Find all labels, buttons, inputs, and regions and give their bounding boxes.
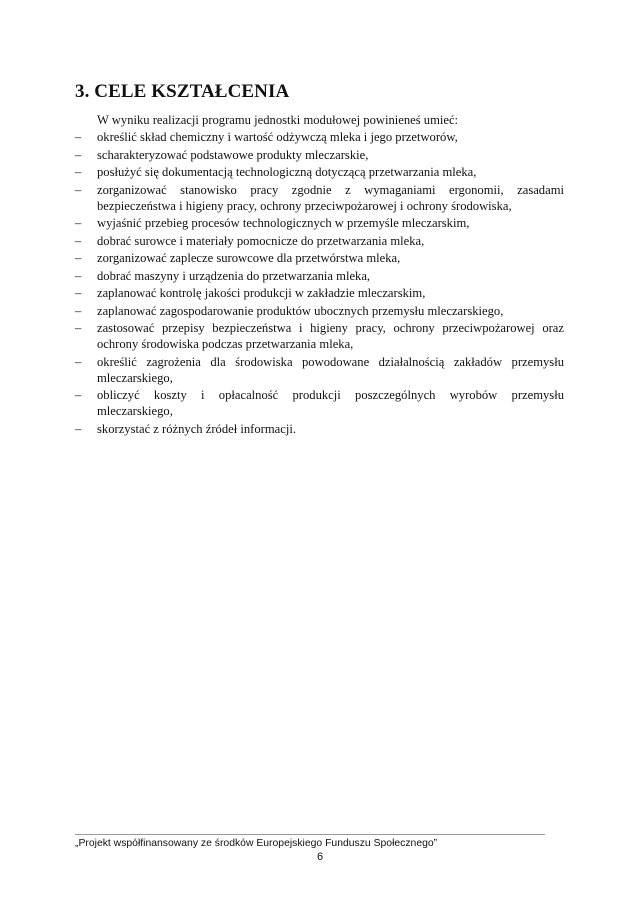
list-item (75, 215, 564, 231)
dash-bullet: – (75, 286, 82, 300)
list-item-text: wyjaśnić przebieg procesów technologicznych w przemyśle mleczarskim, (97, 216, 470, 230)
dash-bullet: – (75, 233, 82, 248)
dash-bullet: – (75, 421, 82, 436)
list-item-text: obliczyć koszty i opłacalność produkcji poszczególnych wyrobów przemysłu mleczarskiego, (97, 388, 564, 418)
dash-bullet: – (75, 182, 82, 197)
list-item (75, 250, 564, 266)
list-item (75, 303, 564, 319)
list-item (75, 147, 564, 163)
list-item (75, 268, 564, 284)
list-item (75, 354, 564, 386)
dash-bullet: – (75, 321, 82, 335)
list-item-text: zorganizować zaplecze surowcowe dla przetwórstwa mleka, (97, 251, 401, 265)
list-item-text: scharakteryzować podstawowe produkty mleczarskie, (97, 147, 369, 162)
learning-goals-list (75, 129, 564, 438)
list-item-text: zaplanować zagospodarowanie produktów ubocznych przemysłu mleczarskiego, (97, 303, 504, 318)
list-item (75, 285, 564, 301)
footer-divider (75, 834, 545, 835)
dash-bullet: – (75, 354, 82, 369)
dash-bullet: – (75, 165, 82, 179)
dash-bullet: – (75, 268, 82, 283)
page-number: 6 (316, 851, 324, 863)
list-item-text: określić zagrożenia dla środowiska powodowane działalnością zakładów przemysłu mleczarskiego, (97, 354, 564, 385)
dash-bullet: – (75, 216, 82, 230)
dash-bullet: – (75, 303, 82, 318)
list-item-text: zastosować przepisy bezpieczeństwa i higieny pracy, ochrony przeciwpożarowej oraz ochrony środowiska podczas przetwarzania mleka, (97, 321, 564, 351)
dash-bullet: – (75, 251, 82, 265)
dash-bullet: – (75, 130, 82, 144)
list-item (75, 164, 564, 180)
intro-text: W wyniku realizacji programu jednostki modułowej powinieneś umieć: (97, 113, 459, 127)
list-item-text: posłużyć się dokumentacją technologiczną dotyczącą przetwarzania mleka, (97, 165, 477, 179)
section-heading: 3. CELE KSZTAŁCENIA (75, 81, 290, 102)
list-item (75, 387, 564, 419)
list-item-text: zaplanować kontrolę jakości produkcji w zakładzie mleczarskim, (97, 286, 426, 300)
list-item (75, 320, 564, 352)
list-item-text: zorganizować stanowisko pracy zgodnie z wymaganiami ergonomii, zasadami bezpieczeństwa i higieny pracy, ochrony przeciwpożarowej i ochrony środowiska, (97, 182, 564, 213)
list-item (75, 129, 564, 145)
list-item (75, 182, 564, 214)
footer-funding-note: „Projekt współfinansowany ze środków Europejskiego Funduszu Społecznego” (75, 838, 438, 849)
list-item-text: skorzystać z różnych źródeł informacji. (97, 421, 296, 436)
dash-bullet: – (75, 388, 82, 402)
list-item-text: określić skład chemiczny i wartość odżywczą mleka i jego przetworów, (97, 130, 458, 144)
dash-bullet: – (75, 147, 82, 162)
list-item-text: dobrać maszyny i urządzenia do przetwarzania mleka, (97, 268, 371, 283)
list-item (75, 233, 564, 249)
list-item (75, 421, 564, 437)
list-item-text: dobrać surowce i materiały pomocnicze do przetwarzania mleka, (97, 233, 425, 248)
